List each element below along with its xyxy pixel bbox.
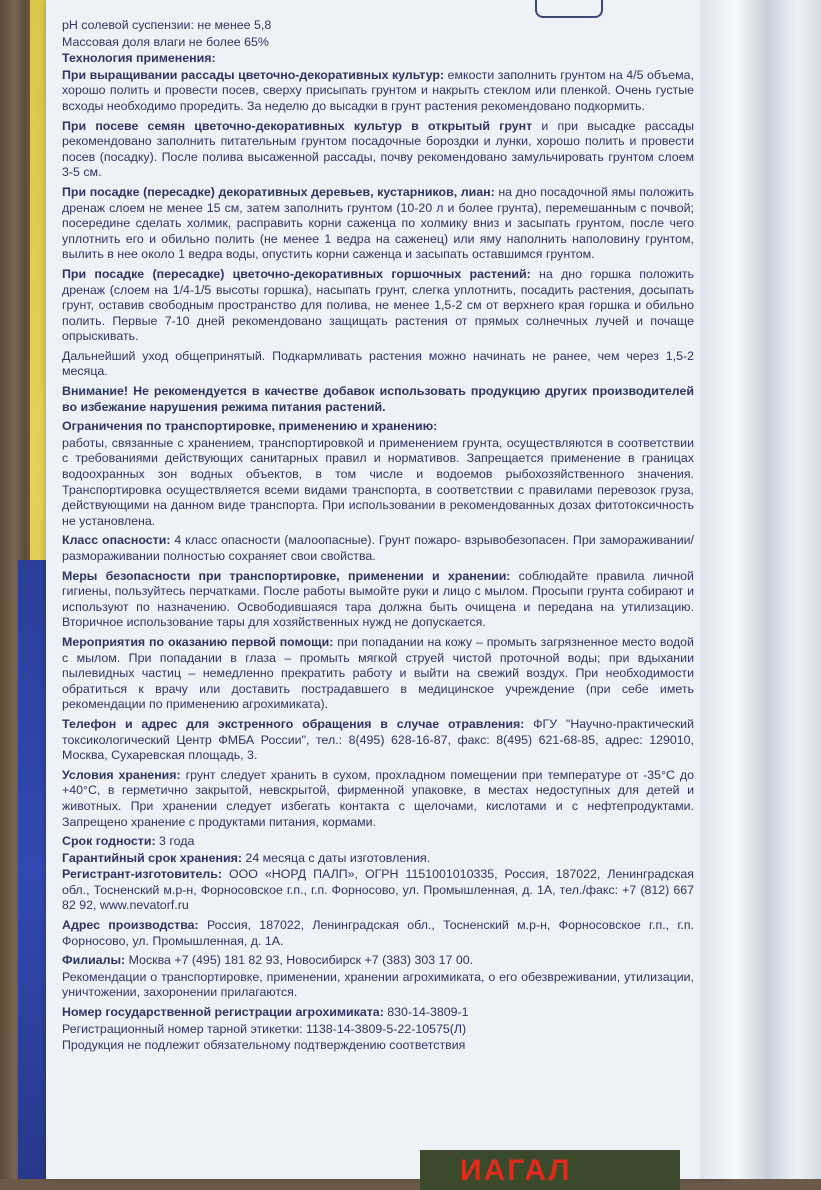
package-foil-edge: [700, 0, 821, 1179]
paragraph-care: Дальнейший уход общепринятый. Подкармливать растения можно начинать не ранее, чем через 1,5-2 месяца.: [62, 348, 694, 379]
label-text-block: [62, 18, 694, 1055]
hazard-class: Класс опасности: 4 класс опасности (малоопасные). Грунт пожаро- взрывобезопасен. При замораживании/размораживании полностью сохраняет свои свойства.: [62, 533, 694, 563]
brand-logo-strip: [420, 1150, 680, 1190]
emergency-contact: Телефон и адрес для экстренного обращения в случае отравления: ФГУ "Научно-практический токсикологический Центр ФМБА России", тел.: 8(495) 628-16-87, факс: 8(495) 621-68-85, адрес: 129010, Москва, Сухаревская площадь, 3.: [62, 716, 694, 763]
tech-title: Технология применения:: [62, 51, 216, 66]
registrant: Регистрант-изготовитель: ООО «НОРД ПАЛП», ОГРН 1151001010335, Россия, 187022, Ленинградская обл., Тосненский м.р-н, Форносовское г.п., г.п. Форносово, ул. Промышленная, д. 1А, тел./факс: +7 (812) 667 82 92, www.nevatorf.ru: [62, 867, 694, 913]
shelf-life: Срок годности: 3 года: [62, 834, 195, 849]
branches: Филиалы: Москва +7 (495) 181 82 93, Новосибирск +7 (383) 303 17 00.: [62, 953, 474, 968]
paragraph-seedlings: При выращивании рассады цветочно-декоративных культур: емкости заполнить грунтом на 4/5 объема, хорошо полить и провести посев, сверху присыпать грунтом и накрыть стеклом или пленкой. Очень густые всходы необходимо проредить. За неделю до высадки в грунт растения рекомендовано подкормить.: [62, 67, 695, 113]
safety-measures: Меры безопасности при транспортировке, применении и хранении: соблюдайте правила личной гигиены, пользуйтесь перчатками. После работы вымойте руки и лицо с мылом. Просыпи грунта собирают и используют по назначению. Освободившаяся тара должна быть очищена и передана на утилизацию. Вторичное использование тары для хозяйственных нужд не допускается.: [62, 568, 694, 630]
certification-note: Продукция не подлежит обязательному подтверждению соответствия: [62, 1038, 466, 1053]
paragraph-open-ground: При посеве семян цветочно-декоративных культур в открытый грунт и при высадке рассады рекомендовано заполнить питательным грунтом посадочные бороздки и лунки, хорошо полить и провести посев (посадку). После полива высаженной рассады, почву рекомендовано замульчировать грунтом слоем 3-5 см.: [62, 118, 694, 180]
recommendations: Рекомендации о транспортировке, применении, хранении агрохимиката, о его обезвреживании, утилизации, уничтожении, захоронении прилагаются.: [62, 969, 694, 1000]
paragraph-trees: При посадке (пересадке) декоративных деревьев, кустарников, лиан: на дно посадочной ямы положить дренаж слоем не менее 15 см, затем заполнить грунтом (10-20 л и более грунта), перемешанным с почвой; посередине сделать холмик, расправить корни саженца по холмику вниз и засыпать грунтом, после чего уплотнить его и обильно полить (не менее 1 ведра на саженец) или яму наполнить наполовину грунтом, вылить в нее около 1 ведра воды, опустить корни саженца и засыпать оставшимся грунтом.: [62, 184, 694, 262]
ph-line: pH солевой суспензии: не менее 5,8: [62, 18, 272, 32]
hexagon-logo-fragment: [535, 0, 603, 18]
warning: Внимание! Не рекомендуется в качестве добавок использовать продукцию других производителей во избежание нарушения режима питания растений.: [62, 384, 694, 414]
production-address: Адрес производства: Россия, 187022, Ленинградская обл., Тосненский м.р-н, Форносовское г.п., г.п. Форносово, ул. Промышленная, д. 1А.: [62, 918, 694, 948]
restrictions-text: работы, связанные с хранением, транспортировкой и применением грунта, осуществляются в соответствии с требованиями действующих санитарных правил и нормативов. Запрещается применение в границах водоохранных зон водных объектов, в том числе и водоемов рыбохозяйственного значения. Транспортировка осуществляется всеми видами транспорта, в соответствии с правилами перевозок груза, действующими на данном виде транспорта. При использовании в рекомендованных дозах фитотоксичность не установлена.: [62, 435, 694, 528]
restrictions-title: Ограничения по транспортировке, применению и хранению:: [62, 419, 438, 434]
brand-logo-text: ИАГАЛ: [460, 1154, 572, 1187]
moisture-line: Массовая доля влаги не более 65%: [62, 34, 269, 49]
registration-number: Номер государственной регистрации агрохимиката: 830-14-3809-1: [62, 1005, 469, 1020]
guarantee: Гарантийный срок хранения: 24 месяца с даты изготовления.: [62, 850, 431, 865]
paragraph-pots: При посадке (пересадке) цветочно-декоративных горшочных растений: на дно горшка положить дренаж (слоем на 1/4-1/5 высоты горшка), насыпать грунт, слегка уплотнить, посадить растения, досыпать грунт, оставив свободным пространство для полива, не менее 1,5-2 см от верхнего края горшка и обильно полить. Первые 7-10 дней рекомендовано защищать растения от прямых солнечных лучей и почаще опрыскивать.: [62, 266, 695, 344]
storage-conditions: Условия хранения: грунт следует хранить в сухом, прохладном помещении при температуре от -35°С до +40°С, в герметично закрытой, невскрытой, фирменной упаковке, в местах недоступных для детей и животных. При хранении следует избегать контакта с щелочами, кислотами и с нефтепродуктами. Запрещено хранение с продуктами питания, кормами.: [62, 767, 695, 829]
first-aid: Мероприятия по оказанию первой помощи: при попадании на кожу – промыть загрязненное место водой с мылом. При попадании в глаза – промыть мягкой струей чистой проточной воды; при вдыхании пылевидных частиц – немедленно прекратить работу и выйти на свежий воздух. При необходимости обратиться к врачу или доставить пострадавшего в медицинское учреждение (при себе иметь рекомендации по применению агрохимиката).: [62, 634, 694, 712]
label-registration: Регистрационный номер тарной этикетки: 1138-14-3809-5-22-10575(Л): [62, 1021, 467, 1036]
